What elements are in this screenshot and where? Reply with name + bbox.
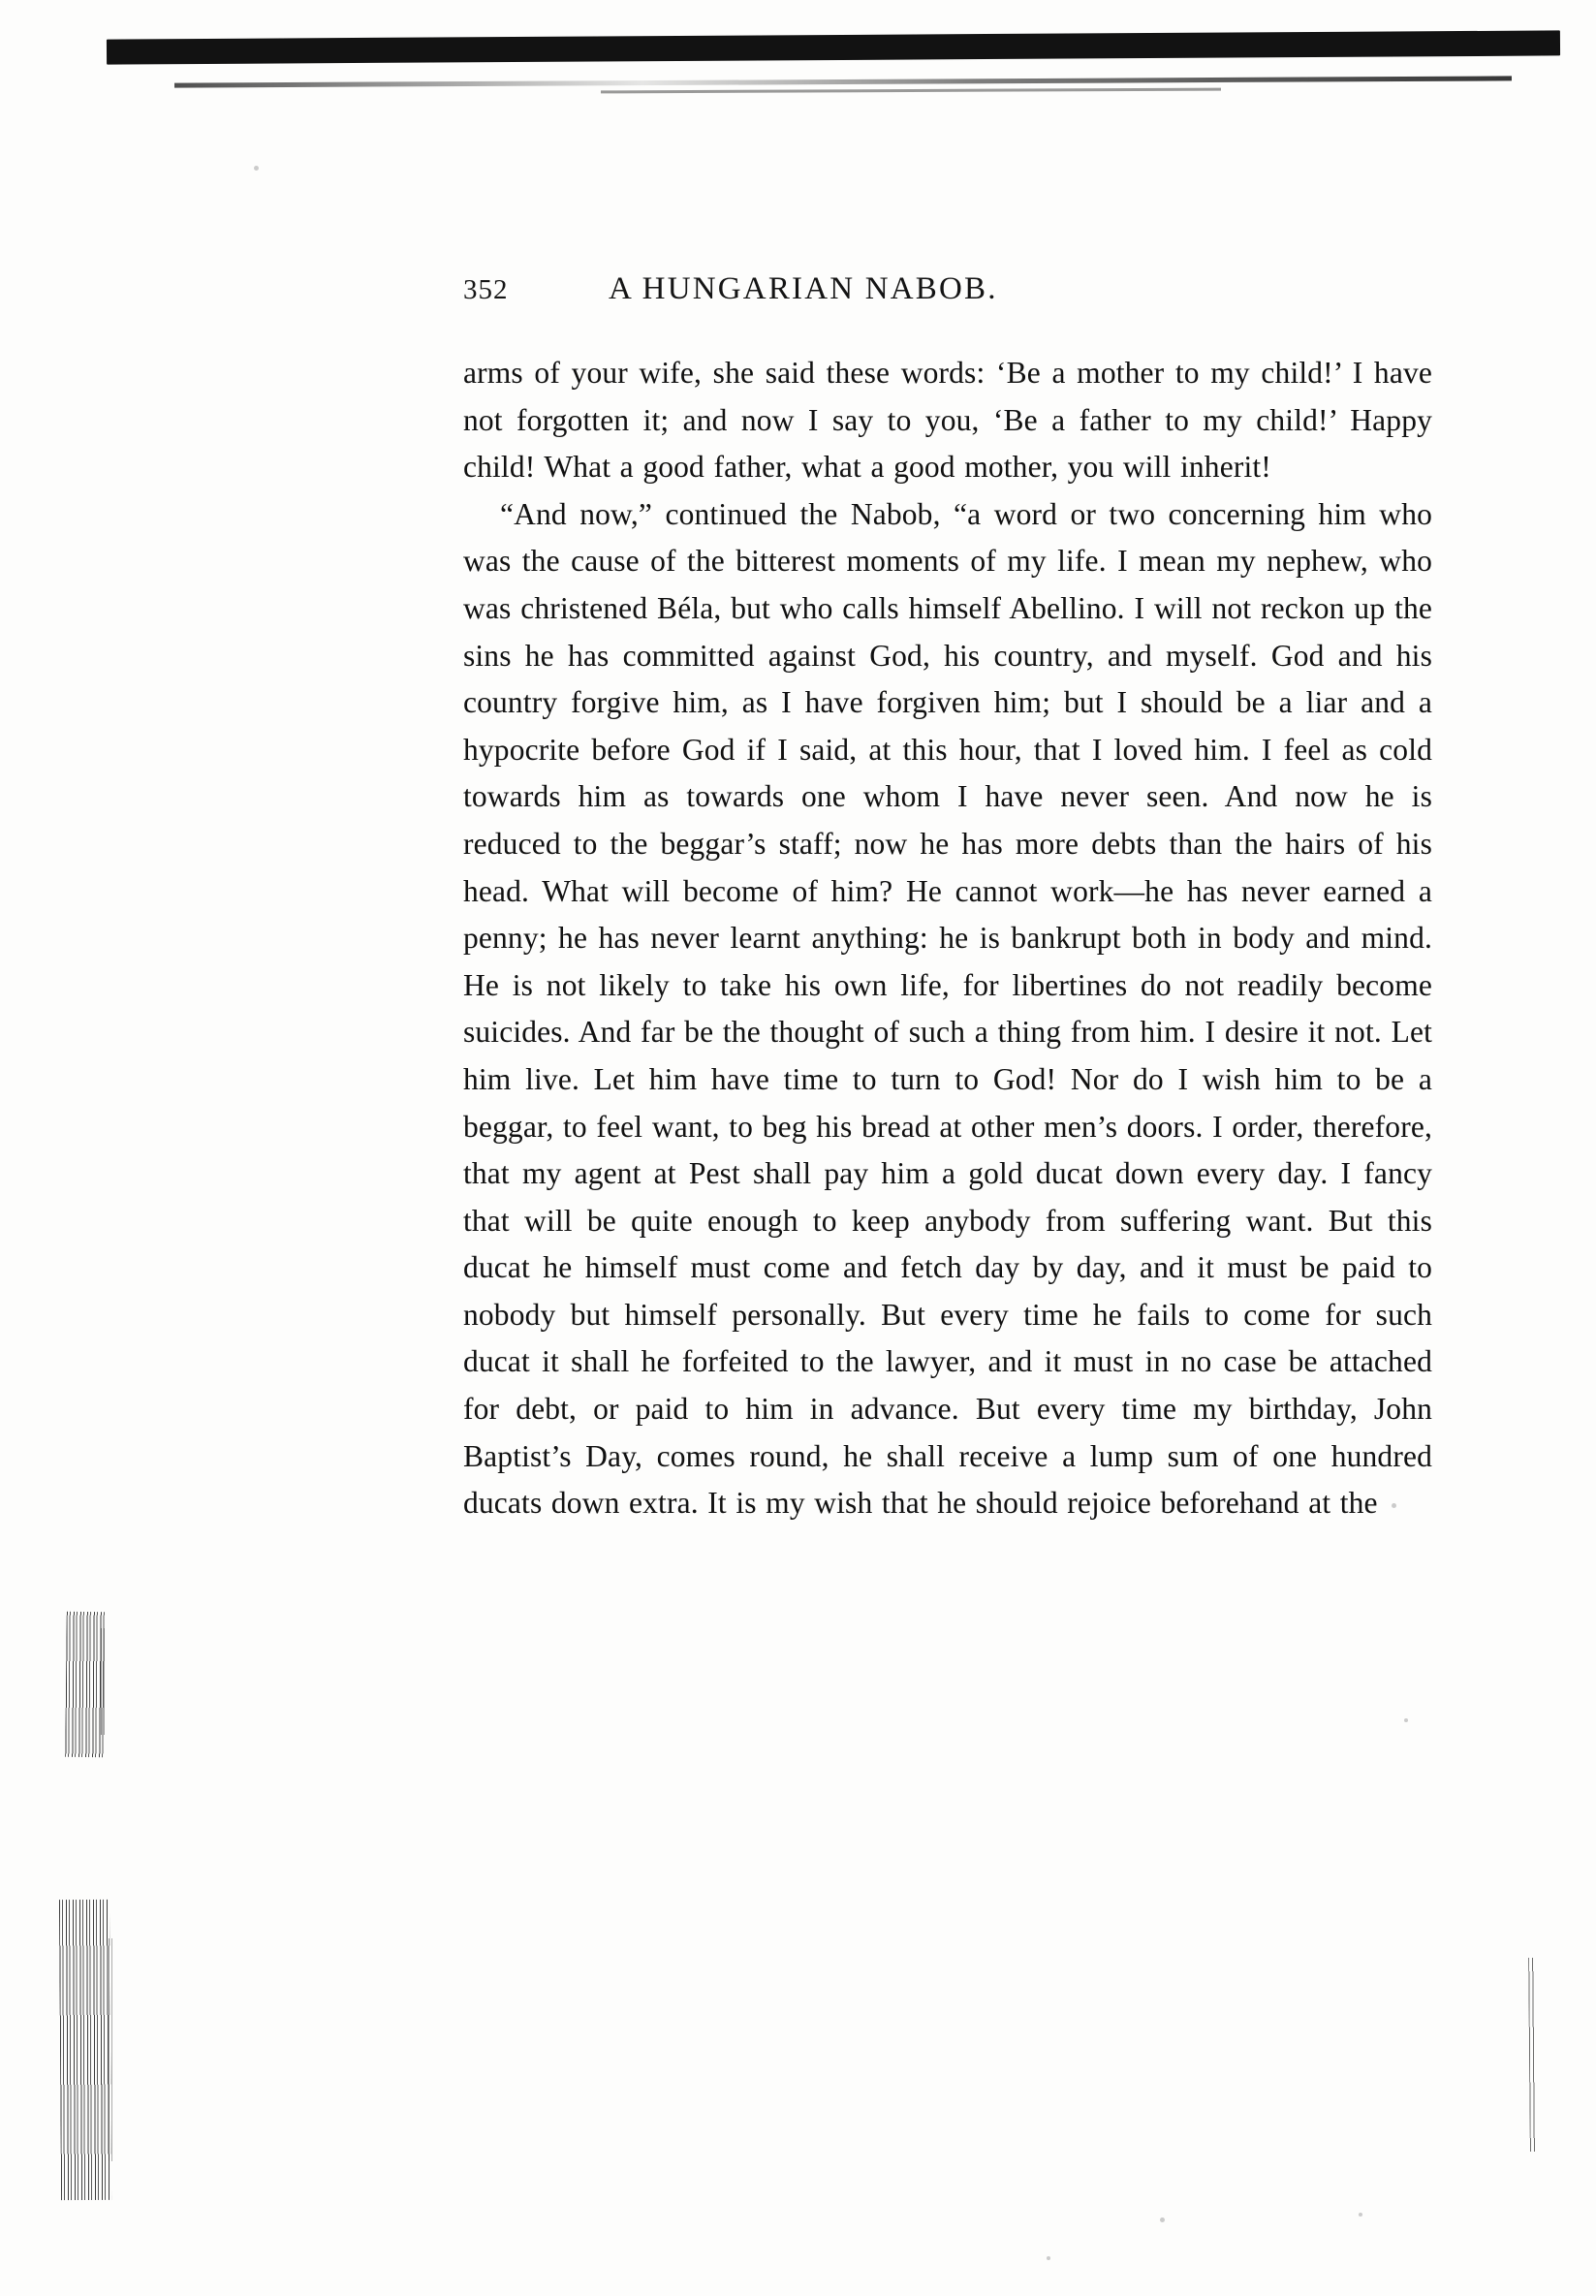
binding-artifact-lower (59, 1900, 111, 2200)
scan-shadow-band (107, 30, 1560, 64)
running-head-title: A HUNGARIAN NABOB. (609, 271, 998, 306)
scan-speck (1359, 2213, 1362, 2217)
page-header (463, 271, 1432, 307)
binding-artifact-upper-thin (101, 1628, 107, 1735)
scan-speck (1404, 1718, 1408, 1722)
body-paragraph: “And now,” continued the Nabob, “a word or two concerning him who was the cause of the bitterest moments of my life. I mean my nephew, who was christened Béla, but who calls himself Abellino. I will not reckon up the sins he has committed against God, his country, and myself. God and his country forgive him, as I have forgiven him; but I should be a liar and a hypocrite before God if I said, at this hour, that I loved him. I feel as cold towards him as towards one whom I have never seen. And now he is reduced to the beggar’s staff; now he has more debts than the hairs of his head. What will become of him? He cannot work—he has never earned a penny; he has never learnt anything: he is bankrupt both in body and mind. He is not likely to take his own life, for libertines do not readily become suicides. And far be the thought of such a thing from him. I desire it not. Let him live. Let him have time to turn to God! Nor do I wish him to be a beggar, to feel want, to beg his bread at other men’s doors. I order, therefore, that my agent at Pest shall pay him a gold ducat down every day. I fancy that will be quite enough to keep anybody from suffering want. But this ducat he himself must come and fetch day by day, and it must be paid to nobody but himself personally. But every time he fails to come for such ducat it shall he forfeited to the lawyer, and it must in no case be attached for debt, or paid to him in advance. But every time my birthday, John Baptist’s Day, comes round, he shall receive a lump sum of one hundred ducats down extra. It is my wish that he should rejoice beforehand at the (463, 496, 1432, 1521)
body-paragraph: arms of your wife, she said these words: ‘Be a mother to my child!’ I have not forgotten it; and now I say to you, ‘Be a father to my child!’ Happy child! What a good father, what a good mother, you will inherit! (463, 356, 1432, 485)
binding-artifact-upper (65, 1612, 106, 1757)
scan-speck (1160, 2217, 1165, 2222)
scan-speck (1047, 2256, 1050, 2260)
page-edge-artifact (1528, 1958, 1537, 2152)
page-number: 352 (463, 274, 509, 305)
scan-shadow-band-tertiary (601, 88, 1221, 94)
scan-shadow-band-secondary (174, 76, 1512, 87)
scan-speck (254, 166, 259, 171)
binding-artifact-lower-thin (109, 1938, 113, 2161)
page-text-block (463, 271, 1432, 1527)
